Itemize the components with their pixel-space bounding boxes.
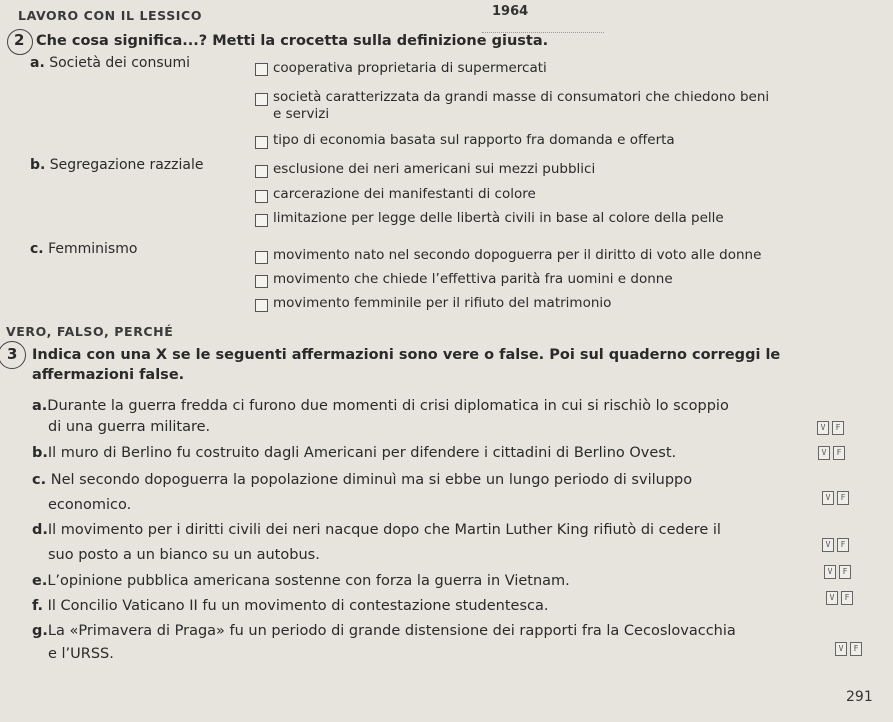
false-box-g[interactable]: F bbox=[850, 642, 862, 656]
true-box-a[interactable]: V bbox=[817, 421, 829, 435]
page-number: 291 bbox=[846, 689, 873, 705]
vf-boxes-c bbox=[822, 491, 849, 505]
statement-g-line1: g.La «Primavera di Praga» fu un periodo di grande distensione dei rapporti fra la Cecoslovacchia bbox=[32, 623, 736, 639]
term-b: b. Segregazione razziale bbox=[30, 157, 204, 173]
option-a-2-line1: società caratterizzata da grandi masse di consumatori che chiedono beni bbox=[273, 89, 770, 105]
true-box-b[interactable]: V bbox=[818, 446, 830, 460]
option-a-3: tipo di economia basata sul rapporto fra domanda e offerta bbox=[273, 132, 675, 148]
exercise-3-instruction-line1: Indica con una X se le seguenti affermazioni sono vere o false. Poi sul quaderno correggi le bbox=[32, 347, 781, 363]
statement-c-line1: c. Nel secondo dopoguerra la popolazione diminuì ma si ebbe un lungo periodo di sviluppo bbox=[32, 472, 693, 488]
checkbox-c-2[interactable] bbox=[255, 275, 268, 288]
year-label: 1964 bbox=[492, 4, 529, 19]
true-box-f[interactable]: V bbox=[826, 591, 838, 605]
exercise-3-instruction-line2: affermazioni false. bbox=[32, 367, 185, 383]
vf-boxes-b bbox=[818, 446, 845, 460]
statement-d-line2: suo posto a un bianco su un autobus. bbox=[48, 547, 320, 563]
checkbox-a-2[interactable] bbox=[255, 93, 268, 106]
true-box-c[interactable]: V bbox=[822, 491, 834, 505]
statement-a-line1: a.Durante la guerra fredda ci furono due momenti di crisi diplomatica in cui si rischiò lo scoppio bbox=[32, 398, 729, 414]
true-box-d[interactable]: V bbox=[822, 538, 834, 552]
vf-boxes-e bbox=[824, 565, 851, 579]
checkbox-a-3[interactable] bbox=[255, 136, 268, 149]
exercise-3-number: 3 bbox=[7, 345, 18, 363]
checkbox-b-3[interactable] bbox=[255, 214, 268, 227]
statement-d-line1: d.Il movimento per i diritti civili dei neri nacque dopo che Martin Luther King rifiutò di cedere il bbox=[32, 522, 721, 538]
vf-boxes-g bbox=[835, 642, 862, 656]
exercise-2-number: 2 bbox=[14, 31, 25, 49]
term-a: a. Società dei consumi bbox=[30, 55, 191, 71]
statement-e: e.L’opinione pubblica americana sostenne con forza la guerra in Vietnam. bbox=[32, 573, 570, 589]
statement-f: f. Il Concilio Vaticano II fu un movimento di contestazione studentesca. bbox=[32, 598, 549, 614]
statement-b: b.Il muro di Berlino fu costruito dagli Americani per difendere i cittadini di Berlino Ovest. bbox=[32, 445, 677, 461]
false-box-a[interactable]: F bbox=[832, 421, 844, 435]
option-b-1: esclusione dei neri americani sui mezzi pubblici bbox=[273, 161, 596, 177]
checkbox-b-2[interactable] bbox=[255, 190, 268, 203]
section-title-true-false: VERO, FALSO, PERCHÉ bbox=[6, 324, 174, 339]
vf-boxes-f bbox=[826, 591, 853, 605]
option-a-2-line2: e servizi bbox=[273, 106, 330, 122]
section-title-lexicon: LAVORO CON IL LESSICO bbox=[18, 8, 203, 23]
checkbox-c-3[interactable] bbox=[255, 299, 268, 312]
true-box-g[interactable]: V bbox=[835, 642, 847, 656]
vf-boxes-d bbox=[822, 538, 849, 552]
false-box-e[interactable]: F bbox=[839, 565, 851, 579]
true-box-e[interactable]: V bbox=[824, 565, 836, 579]
checkbox-b-1[interactable] bbox=[255, 165, 268, 178]
exercise-2-instruction: Che cosa significa...? Metti la crocetta sulla definizione giusta. bbox=[36, 33, 549, 49]
option-c-1: movimento nato nel secondo dopoguerra per il diritto di voto alle donne bbox=[273, 247, 762, 263]
false-box-d[interactable]: F bbox=[837, 538, 849, 552]
option-b-2: carcerazione dei manifestanti di colore bbox=[273, 186, 536, 202]
option-a-1: cooperativa proprietaria di supermercati bbox=[273, 60, 547, 76]
checkbox-c-1[interactable] bbox=[255, 251, 268, 264]
false-box-c[interactable]: F bbox=[837, 491, 849, 505]
statement-g-line2: e l’URSS. bbox=[48, 646, 114, 662]
statement-a-line2: di una guerra militare. bbox=[48, 419, 211, 435]
statement-c-line2: economico. bbox=[48, 497, 132, 513]
term-c: c. Femminismo bbox=[30, 241, 138, 257]
checkbox-a-1[interactable] bbox=[255, 63, 268, 76]
vf-boxes-a bbox=[817, 421, 844, 435]
false-box-b[interactable]: F bbox=[833, 446, 845, 460]
false-box-f[interactable]: F bbox=[841, 591, 853, 605]
option-c-2: movimento che chiede l’effettiva parità fra uomini e donne bbox=[273, 271, 673, 287]
option-c-3: movimento femminile per il rifiuto del matrimonio bbox=[273, 295, 612, 311]
option-b-3: limitazione per legge delle libertà civili in base al colore della pelle bbox=[273, 210, 724, 226]
